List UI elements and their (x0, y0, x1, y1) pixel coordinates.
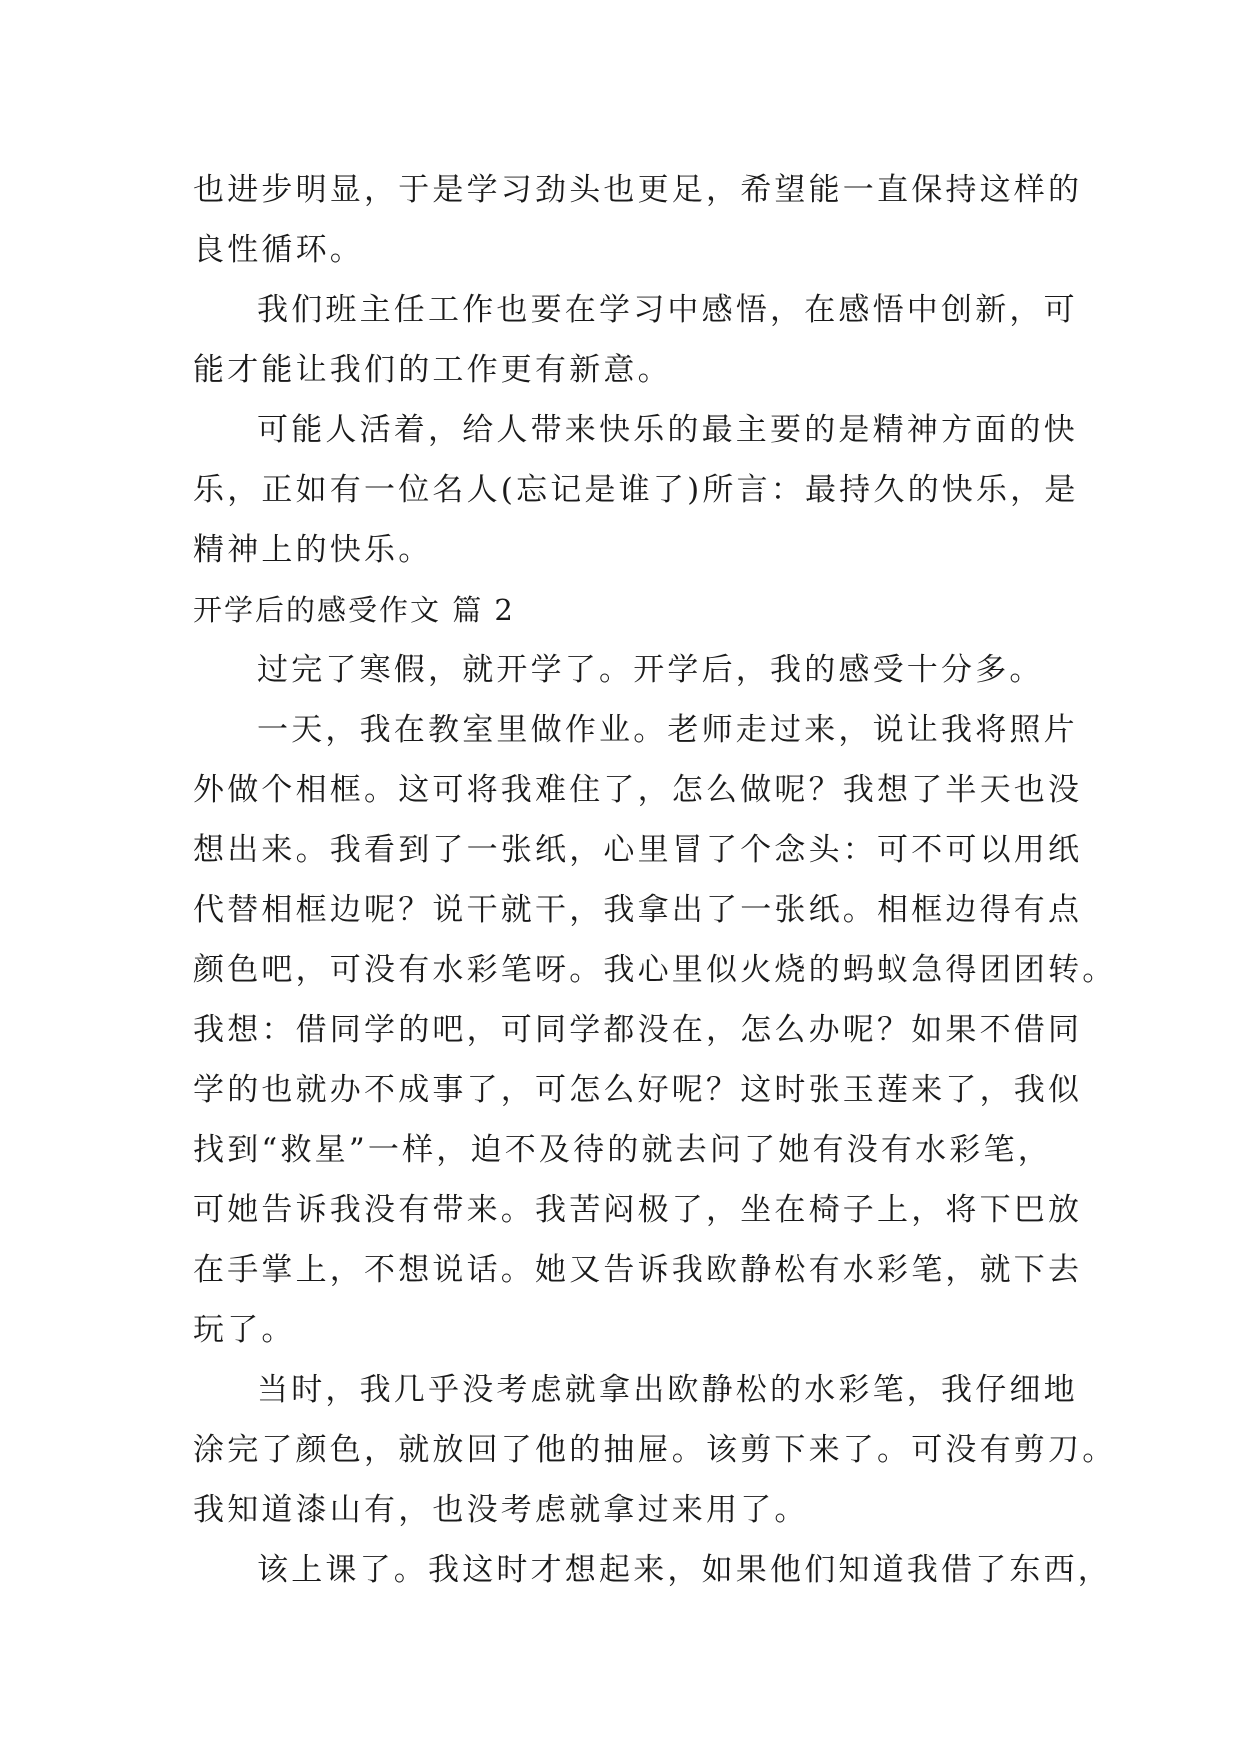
text-line: 我知道漆山有，也没考虑就拿过来用了。 (193, 1492, 809, 1528)
text-line: 能才能让我们的工作更有新意。 (193, 352, 672, 388)
text-line: 我想：借同学的吧，可同学都没在，怎么办呢？如果不借同 (193, 1012, 1083, 1048)
text-line: 也进步明显，于是学习劲头也更足，希望能一直保持这样的 (193, 172, 1083, 208)
text-line: 良性循环。 (193, 232, 364, 268)
document-page (193, 160, 1117, 1600)
text-line: 在手掌上，不想说话。她又告诉我欧静松有水彩笔，就下去 (193, 1252, 1083, 1288)
text-line: 代替相框边呢？说干就干，我拿出了一张纸。相框边得有点 (193, 892, 1083, 928)
text-line: 外做个相框。这可将我难住了，怎么做呢？我想了半天也没 (193, 772, 1083, 808)
paragraph-start-line: 过完了寒假，就开学了。开学后，我的感受十分多。 (257, 652, 1044, 688)
text-line: 颜色吧，可没有水彩笔呀。我心里似火烧的蚂蚁急得团团转。 (193, 952, 1117, 988)
text-line: 乐，正如有一位名人(忘记是谁了)所言：最持久的快乐，是 (193, 472, 1079, 508)
paragraph-start-line: 可能人活着，给人带来快乐的最主要的是精神方面的快 (257, 412, 1078, 448)
paragraph-start-line: 该上课了。我这时才想起来，如果他们知道我借了东西， (257, 1552, 1112, 1588)
paragraph-start-line: 当时，我几乎没考虑就拿出欧静松的水彩笔，我仔细地 (257, 1372, 1078, 1408)
paragraph-start-line: 我们班主任工作也要在学习中感悟，在感悟中创新，可 (257, 292, 1078, 328)
text-line: 涂完了颜色，就放回了他的抽屉。该剪下来了。可没有剪刀。 (193, 1432, 1117, 1468)
text-line: 想出来。我看到了一张纸，心里冒了个念头：可不可以用纸 (193, 832, 1083, 868)
text-line: 学的也就办不成事了，可怎么好呢？这时张玉莲来了，我似 (193, 1072, 1083, 1108)
text-line: 可她告诉我没有带来。我苦闷极了，坐在椅子上，将下巴放 (193, 1192, 1083, 1228)
text-line: 找到“救星”一样，迫不及待的就去问了她有没有水彩笔， (193, 1132, 1052, 1168)
paragraph-start-line: 一天，我在教室里做作业。老师走过来，说让我将照片 (257, 712, 1078, 748)
text-line: 玩了。 (193, 1312, 296, 1348)
text-line: 精神上的快乐。 (193, 532, 433, 568)
section-heading: 开学后的感受作文 篇 2 (193, 593, 515, 627)
